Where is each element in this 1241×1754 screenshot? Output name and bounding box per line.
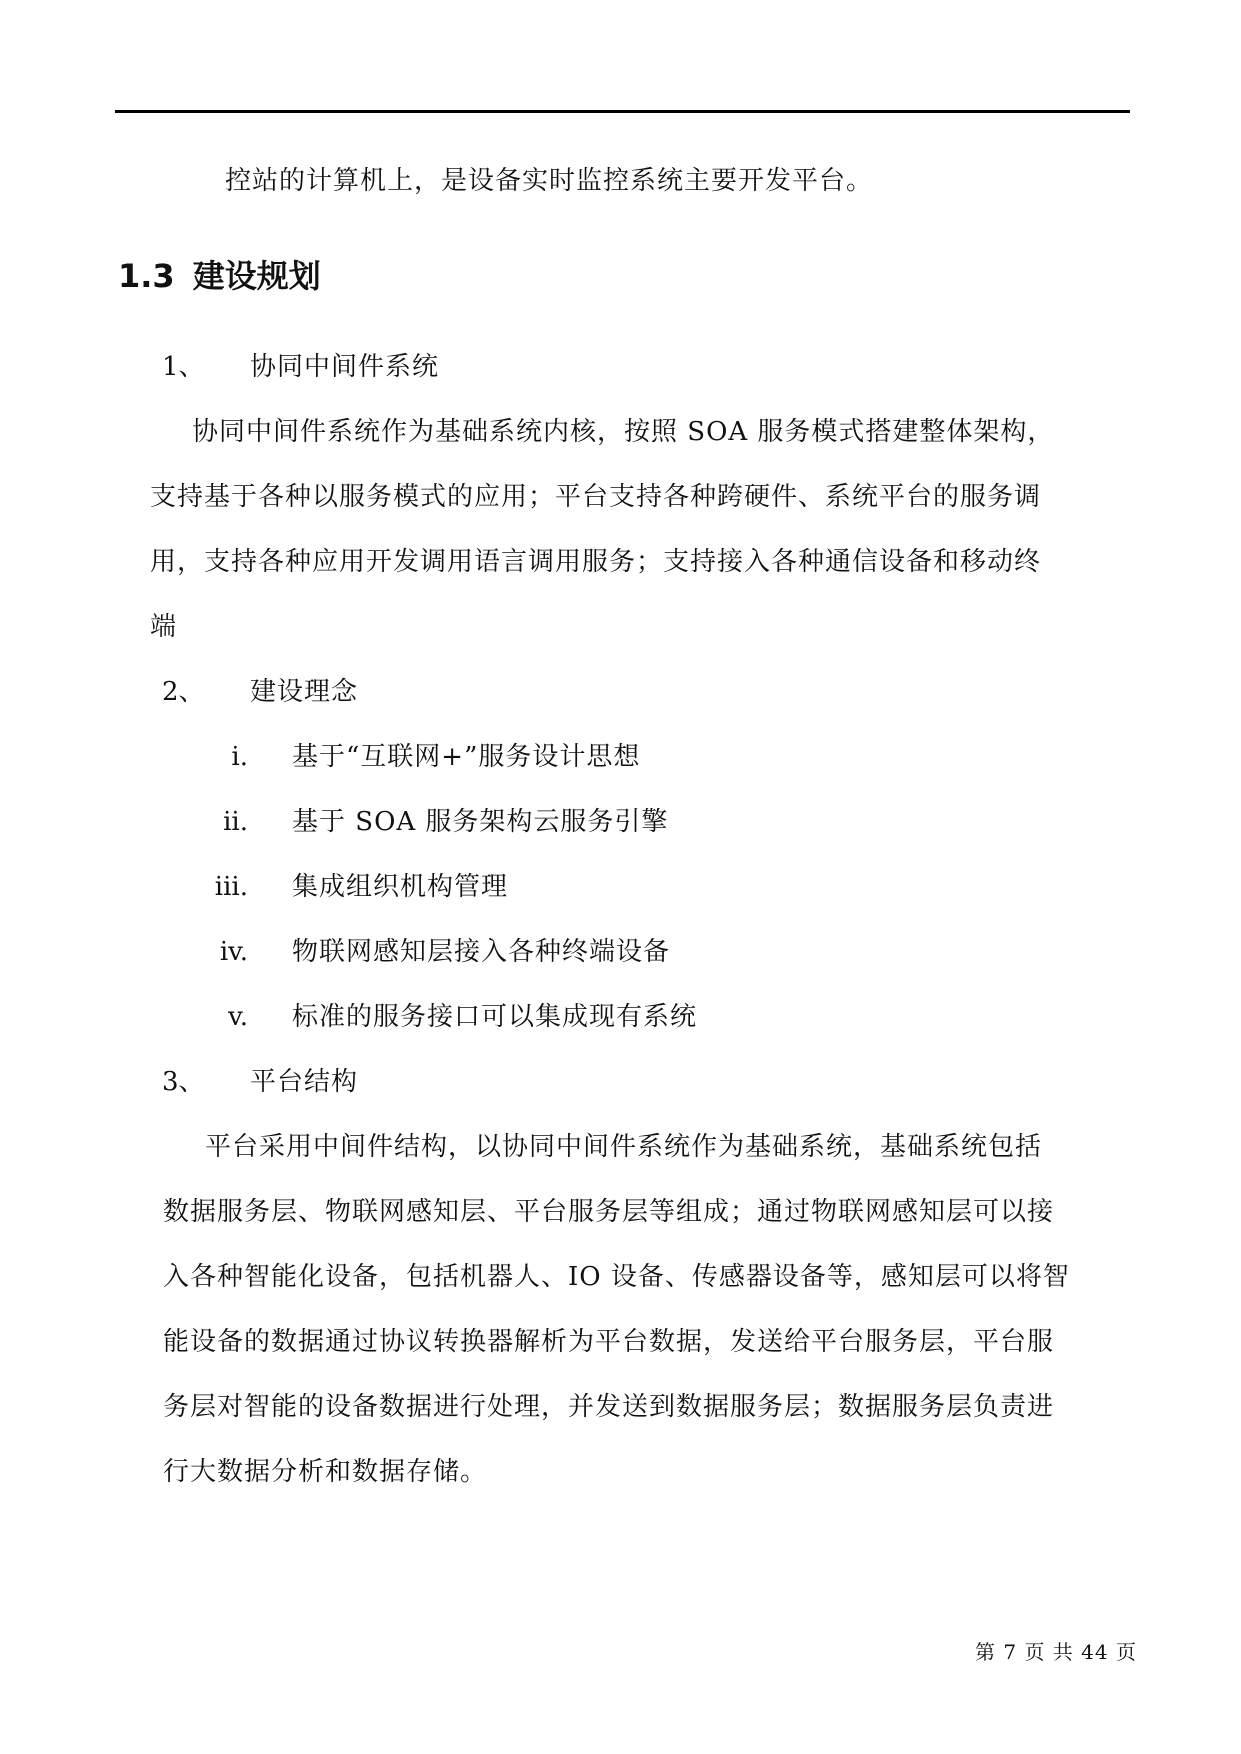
subitem-text: 基于 SOA 服务架构云服务引擎 (292, 807, 669, 837)
subitem-marker: iii. (214, 872, 248, 902)
subitem-marker: v. (228, 1002, 248, 1032)
section-number: 1.3 (118, 257, 175, 295)
header-rule (115, 110, 1130, 113)
item-1-paragraph-line: 支持基于各种以服务模式的应用；平台支持各种跨硬件、系统平台的服务调 (150, 482, 1042, 512)
item-3-paragraph-line: 行大数据分析和数据存储。 (163, 1457, 488, 1487)
continuation-text: 控站的计算机上，是设备实时监控系统主要开发平台。 (225, 166, 874, 196)
subitem-text: 基于“互联网+”服务设计思想 (292, 742, 641, 772)
page-footer: 第 7 页 共 44 页 (975, 1640, 1137, 1664)
subitem-text: 物联网感知层接入各种终端设备 (292, 937, 671, 967)
item-3-paragraph-line: 入各种智能化设备，包括机器人、IO 设备、传感器设备等，感知层可以将智 (163, 1262, 1070, 1292)
item-2-marker: 2、 (162, 677, 205, 707)
subitem-text: 集成组织机构管理 (292, 872, 509, 902)
section-heading (118, 257, 321, 295)
item-3-paragraph-line: 平台采用中间件结构，以协同中间件系统作为基础系统，基础系统包括 (205, 1132, 1043, 1162)
item-2-title: 建设理念 (250, 677, 359, 707)
item-3-title: 平台结构 (250, 1067, 359, 1097)
item-1-marker: 1、 (162, 352, 205, 382)
subitem-marker: i. (231, 742, 248, 772)
section-title: 建设规划 (192, 257, 321, 295)
subitem-text: 标准的服务接口可以集成现有系统 (292, 1002, 698, 1032)
item-1-title: 协同中间件系统 (250, 352, 440, 382)
item-3-paragraph-line: 数据服务层、物联网感知层、平台服务层等组成；通过物联网感知层可以接 (163, 1197, 1055, 1227)
item-3-paragraph-line: 务层对智能的设备数据进行处理，并发送到数据服务层；数据服务层负责进 (163, 1392, 1055, 1422)
item-3-marker: 3、 (162, 1067, 205, 1097)
item-1-paragraph-line: 用，支持各种应用开发调用语言调用服务；支持接入各种通信设备和移动终 (150, 547, 1042, 577)
item-3-paragraph-line: 能设备的数据通过协议转换器解析为平台数据，发送给平台服务层，平台服 (163, 1327, 1055, 1357)
subitem-marker: ii. (223, 807, 248, 837)
item-1-paragraph-line: 协同中间件系统作为基础系统内核，按照 SOA 服务模式搭建整体架构， (192, 417, 1055, 447)
subitem-marker: iv. (219, 937, 248, 967)
item-1-paragraph-line: 端 (150, 612, 178, 642)
